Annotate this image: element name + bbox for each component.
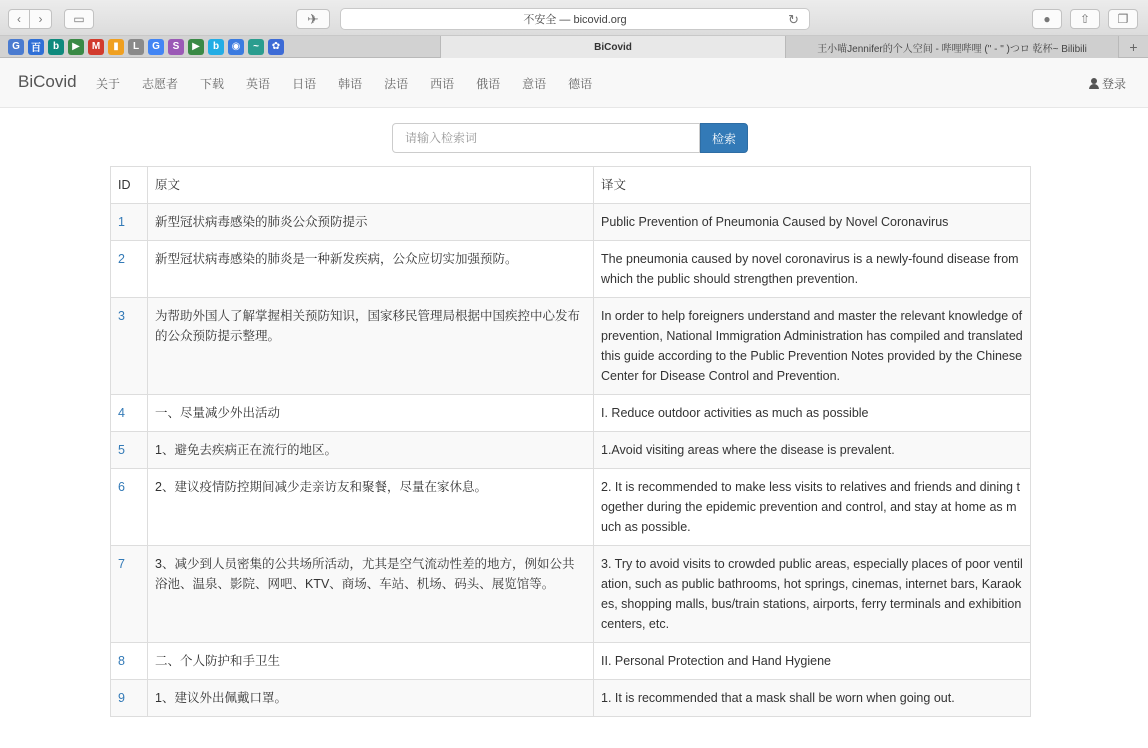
orange-icon[interactable]: ▮ [108,39,124,55]
row-target-text: 2. It is recommended to make less visits to relatives and friends and dining together during the epidemic prevention and control, and stay at home as much as possible. [594,469,1031,546]
header-target: 译文 [594,167,1031,204]
table-row [111,546,1031,643]
baidu-icon[interactable]: 百 [28,39,44,55]
table-row [111,298,1031,395]
user-icon [1089,78,1099,89]
row-id-link[interactable]: 7 [111,546,148,643]
download-icon[interactable]: ● [1032,9,1062,29]
row-target-text: 3. Try to avoid visits to crowded public areas, especially places of poor ventilation, such as public bathrooms, hot springs, cinemas, internet bars, Karaokes, shopping malls, bus/train stations, airports, ferry terminals and exhibition centers, etc. [594,546,1031,643]
flag-icon[interactable]: ▶ [68,39,84,55]
flag-icon-2[interactable]: ▶ [188,39,204,55]
extension-bird-icon[interactable]: ✈ [296,9,330,29]
table-row [111,680,1031,717]
row-target-text: I. Reduce outdoor activities as much as possible [594,395,1031,432]
table-row [111,432,1031,469]
wave-icon[interactable]: ~ [248,39,264,55]
forward-icon[interactable]: › [30,9,52,29]
tab-bilibili[interactable]: 王小喵Jennifer的个人空间 - 哔哩哔哩 (" - " )つロ 乾杯~ Bilibili [785,36,1118,58]
nav-menu [96,58,614,108]
favorites-bar [0,36,440,57]
row-id-link[interactable]: 4 [111,395,148,432]
search-button[interactable]: 检索 [700,123,748,153]
table-row [111,395,1031,432]
search-input[interactable] [392,123,700,153]
results-table [110,166,1031,717]
bing-icon[interactable]: b [48,39,64,55]
address-bar[interactable] [340,8,810,30]
row-target-text: 1.Avoid visiting areas where the disease is prevalent. [594,432,1031,469]
table-row [111,643,1031,680]
row-id-link[interactable]: 1 [111,204,148,241]
login-label: 登录 [1101,77,1126,91]
site-navbar [0,58,1148,108]
row-source-text: 1、避免去疾病正在流行的地区。 [148,432,594,469]
row-id-link[interactable]: 3 [111,298,148,395]
row-target-text: II. Personal Protection and Hand Hygiene [594,643,1031,680]
browser-toolbar [0,0,1148,36]
row-target-text: Public Prevention of Pneumonia Caused by Novel Coronavirus [594,204,1031,241]
s-icon[interactable]: S [168,39,184,55]
nav-item[interactable]: 日语 [292,76,317,91]
l-icon[interactable]: L [128,39,144,55]
row-id-link[interactable]: 8 [111,643,148,680]
share-icon[interactable]: ⇧ [1070,9,1100,29]
nav-item[interactable]: 俄语 [476,76,501,91]
row-id-link[interactable]: 2 [111,241,148,298]
row-source-text: 3、减少到人员密集的公共场所活动，尤其是空气流动性差的地方，例如公共浴池、温泉、影院、网吧、KTV、商场、车站、机场、码头、展览馆等。 [148,546,594,643]
header-source: 原文 [148,167,594,204]
search-form [392,123,748,153]
header-id: ID [111,167,148,204]
history-buttons [8,9,52,29]
table-row [111,241,1031,298]
reload-icon[interactable]: ↻ [788,12,799,27]
row-source-text: 一、尽量减少外出活动 [148,395,594,432]
row-source-text: 为帮助外国人了解掌握相关预防知识，国家移民管理局根据中国疾控中心发布的公众预防提示整理。 [148,298,594,395]
google-icon[interactable]: G [148,39,164,55]
row-source-text: 1、建议外出佩戴口罩。 [148,680,594,717]
row-id-link[interactable]: 6 [111,469,148,546]
row-target-text: In order to help foreigners understand and master the relevant knowledge of prevention, National Immigration Administration has compiled and translated this guide according to the Public Prevention Notes provided by the Chinese Center for Disease Control and Prevention. [594,298,1031,395]
chrome-icon[interactable]: ◉ [228,39,244,55]
nav-item[interactable]: 韩语 [338,76,363,91]
tab-bicovid[interactable]: BiCovid [440,36,785,58]
row-source-text: 二、个人防护和手卫生 [148,643,594,680]
row-target-text: The pneumonia caused by novel coronavirus is a newly-found disease from which the public should strengthen prevention. [594,241,1031,298]
nav-item[interactable]: 意语 [522,76,547,91]
row-source-text: 新型冠状病毒感染的肺炎公众预防提示 [148,204,594,241]
row-source-text: 新型冠状病毒感染的肺炎是一种新发疾病，公众应切实加强预防。 [148,241,594,298]
back-icon[interactable]: ‹ [8,9,30,29]
login-link[interactable] [1089,75,1126,92]
nav-item[interactable]: 西语 [430,76,455,91]
url-text: 不安全 — bicovid.org [523,14,627,26]
new-tab-icon[interactable]: + [1118,36,1148,58]
sidebar-toggle-icon[interactable]: ▭ [64,9,94,29]
tool-icon[interactable]: ✿ [268,39,284,55]
bilibili-icon[interactable]: b [208,39,224,55]
chart-icon[interactable]: M [88,39,104,55]
row-target-text: 1. It is recommended that a mask shall be worn when going out. [594,680,1031,717]
table-row [111,469,1031,546]
nav-item[interactable]: 下载 [200,76,225,91]
nav-item[interactable]: 英语 [246,76,271,91]
brand-link[interactable]: BiCovid [18,72,77,91]
nav-item[interactable]: 志愿者 [142,76,179,91]
tab-bar [0,36,1148,58]
table-header-row [111,167,1031,204]
row-id-link[interactable]: 9 [111,680,148,717]
row-source-text: 2、建议疫情防控期间减少走亲访友和聚餐，尽量在家休息。 [148,469,594,546]
translate-icon[interactable]: G [8,39,24,55]
nav-item[interactable]: 关于 [96,76,121,91]
table-row [111,204,1031,241]
nav-item[interactable]: 法语 [384,76,409,91]
row-id-link[interactable]: 5 [111,432,148,469]
tabs-overview-icon[interactable]: ❐ [1108,9,1138,29]
nav-item[interactable]: 德语 [568,76,593,91]
